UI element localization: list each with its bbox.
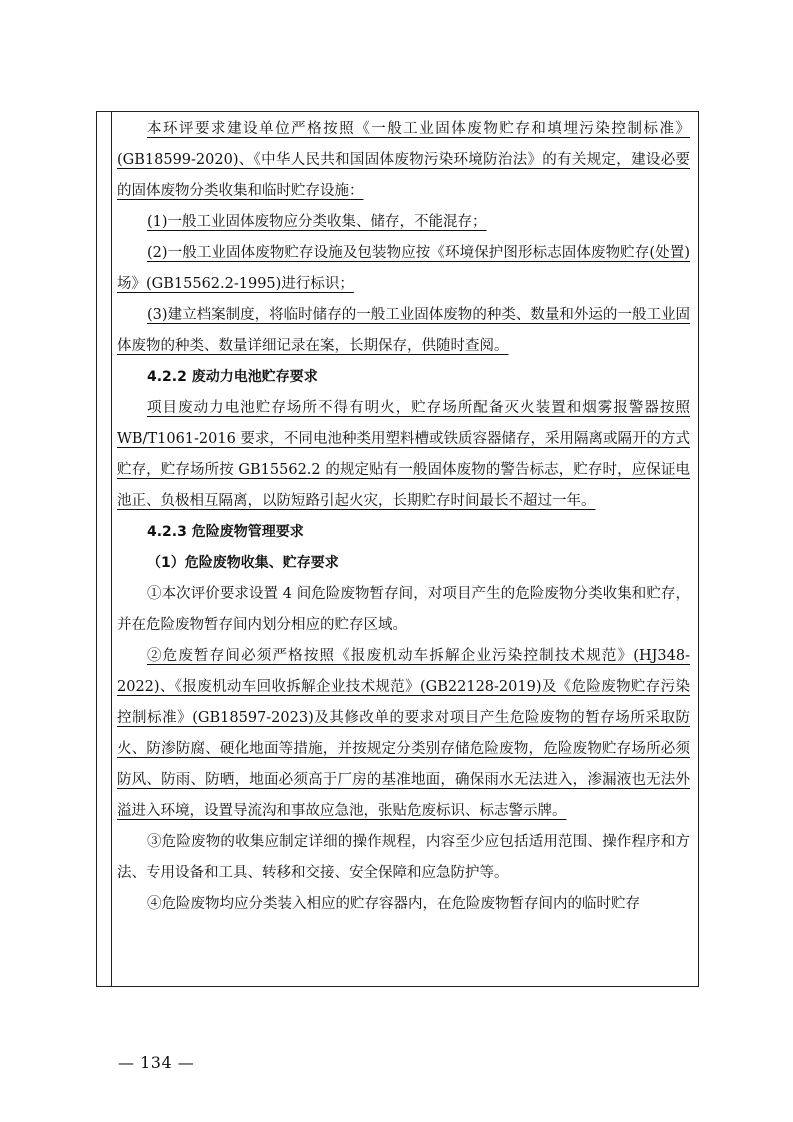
paragraph-point-4: ④危险废物均应分类装入相应的贮存容器内，在危险废物暂存间内的临时贮存 [147, 896, 640, 912]
paragraph-item-3: (3)建立档案制度，将临时储存的一般工业固体废物的种类、数量和外运的一般工业固体废物的种类、数量详细记录在案，长期保存，供随时查阅。 [117, 307, 690, 354]
heading-4-2-2: 4.2.2 废动力电池贮存要求 [147, 369, 318, 385]
paragraph-item-1: (1)一般工业固体废物应分类收集、储存，不能混存； [147, 214, 487, 230]
heading-4-2-3: 4.2.3 危险废物管理要求 [147, 524, 304, 540]
table-content-cell [117, 114, 690, 920]
table-left-column-divider [111, 112, 112, 986]
paragraph-solid-waste-standard: 本环评要求建设单位严格按照《一般工业固体废物贮存和填埋污染控制标准》(GB18599-2020)、《中华人民共和国固体废物污染环境防治法》的有关规定，建设必要的固体废物分类收集和临时贮存设施： [117, 121, 690, 199]
paragraph-item-2: (2)一般工业固体废物贮存设施及包装物应按《环境保护图形标志固体废物贮存(处置)场》(GB15562.2-1995)进行标识； [117, 245, 690, 292]
paragraph-point-2: ②危废暂存间必须严格按照《报废机动车拆解企业污染控制技术规范》(HJ348-2022)、《报废机动车回收拆解企业技术规范》(GB22128-2019)及《危险废物贮存污染控制标准》(GB18597-2023)及其修改单的要求对项目产生危险废物的暂存场所采取防火、防渗防腐、硬化地面等措施，并按规定分类别存储危险废物，危险废物贮存场所必须防风、防雨、防晒，地面必须高于厂房的基准地面，确保雨水无法进入，渗漏液也无法外溢进入环境，设置导流沟和事故应急池，张贴危废标识、标志警示牌。 [117, 648, 690, 819]
paragraph-point-3: ③危险废物的收集应制定详细的操作规程，内容至少应包括适用范围、操作程序和方法、专用设备和工具、转移和交接、安全保障和应急防护等。 [117, 834, 690, 881]
heading-collection-storage: （1）危险废物收集、贮存要求 [147, 555, 339, 571]
page-number: — 134 — [118, 1053, 195, 1072]
content-table [96, 111, 699, 987]
paragraph-point-1: ①本次评价要求设置 4 间危险废物暂存间，对项目产生的危险废物分类收集和贮存，并在危险废物暂存间内划分相应的贮存区域。 [117, 586, 690, 633]
paragraph-battery-storage: 项目废动力电池贮存场所不得有明火，贮存场所配备灭火装置和烟雾报警器按照 WB/T1061-2016 要求，不同电池种类用塑料槽或铁质容器储存，采用隔离或隔开的方式贮存，贮存场所按 GB15562.2 的规定贴有一般固体废物的警告标志，贮存时，应保证电池正、负极相互隔离，以防短路引起火灾，长期贮存时间最长不超过一年。 [117, 400, 690, 509]
